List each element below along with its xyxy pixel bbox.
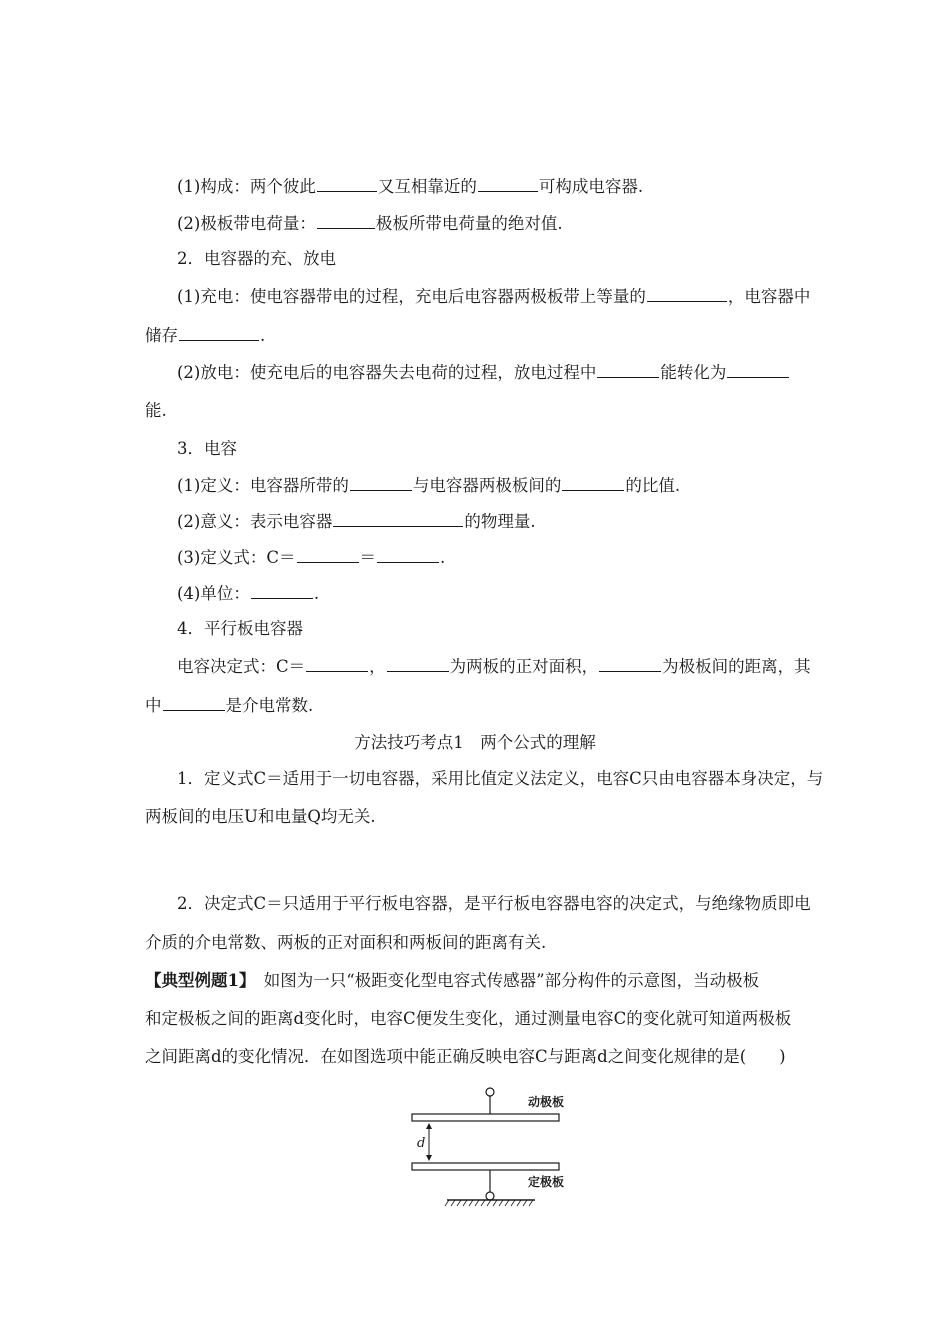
text: 极板所带电荷量的绝对值. bbox=[375, 214, 563, 233]
blank bbox=[306, 655, 368, 672]
text: 又互相靠近的 bbox=[377, 177, 477, 196]
text-line bbox=[177, 285, 810, 308]
text: 的比值. bbox=[625, 476, 681, 495]
fixed-plate bbox=[412, 1163, 559, 1170]
text-line bbox=[177, 655, 811, 678]
text-line: 和定极板之间的距离d变化时，电容C便发生变化，通过测量电容C的变化就可知道两极板 bbox=[145, 1009, 792, 1028]
text-line bbox=[177, 361, 790, 384]
blank bbox=[350, 474, 412, 491]
text: 能转化为 bbox=[660, 363, 727, 382]
text: (2)极板带电荷量： bbox=[177, 214, 316, 233]
text: . bbox=[440, 548, 446, 567]
text: (3)定义式：C＝ bbox=[177, 548, 296, 567]
blank bbox=[377, 546, 439, 563]
blank bbox=[317, 212, 375, 229]
top-terminal-icon bbox=[486, 1088, 494, 1096]
text: (1)定义：电容器所带的 bbox=[177, 476, 349, 495]
blank bbox=[163, 694, 225, 711]
text: 的物理量. bbox=[464, 512, 536, 531]
blank bbox=[317, 175, 377, 192]
moving-plate bbox=[412, 1114, 559, 1121]
blank bbox=[179, 324, 259, 341]
text: (4)单位： bbox=[177, 584, 250, 603]
arrow-down-icon bbox=[426, 1155, 432, 1161]
gap-label: d bbox=[417, 1136, 426, 1151]
text: . bbox=[313, 584, 320, 603]
text-line bbox=[177, 474, 680, 497]
text: 是介电常数. bbox=[225, 696, 314, 715]
text: . bbox=[260, 326, 266, 345]
text-line: 之间距离d的变化情况．在如图选项中能正确反映电容C与距离d之间变化规律的是( ) bbox=[145, 1047, 786, 1066]
blank bbox=[647, 285, 727, 302]
section-heading: 4．平行板电容器 bbox=[177, 619, 303, 638]
text: 为极板间的距离，其 bbox=[662, 657, 811, 676]
example-label: 【典型例题1】 bbox=[145, 971, 248, 990]
text: 为两板的正对面积， bbox=[449, 657, 599, 676]
text: 电容决定式：C＝ bbox=[177, 657, 306, 676]
arrow-up-icon bbox=[426, 1123, 432, 1129]
ground-hatch-icon bbox=[445, 1200, 533, 1206]
section-heading: 3．电容 bbox=[177, 439, 237, 458]
text-line: 介质的介电常数、两板的正对面积和两板间的距离有关. bbox=[145, 933, 547, 952]
blank bbox=[597, 361, 659, 378]
example-line bbox=[145, 970, 759, 992]
text: ＝ bbox=[359, 548, 376, 567]
text: (2)意义：表示电容器 bbox=[177, 512, 333, 531]
text: (1)构成：两个彼此 bbox=[177, 177, 316, 196]
blank bbox=[251, 582, 313, 599]
text: ，电容器中 bbox=[727, 287, 811, 306]
text: (2)放电：使充电后的电容器失去电荷的过程，放电过程中 bbox=[177, 363, 597, 382]
text-line: 能. bbox=[145, 401, 167, 420]
fixed-plate-label: 定极板 bbox=[528, 1175, 565, 1189]
text: 与电容器两极板间的 bbox=[412, 476, 562, 495]
blank bbox=[599, 655, 661, 672]
blank bbox=[297, 546, 359, 563]
method-heading: 方法技巧考点1 两个公式的理解 bbox=[354, 733, 596, 752]
text: (1)充电：使电容器带电的过程，充电后电容器两极板带上等量的 bbox=[177, 287, 646, 306]
section-heading: 2．电容器的充、放电 bbox=[177, 249, 336, 268]
moving-plate-label: 动极板 bbox=[528, 1095, 565, 1109]
text-line bbox=[177, 175, 643, 198]
text: 可构成电容器. bbox=[538, 177, 644, 196]
text-line: 1．定义式C＝适用于一切电容器，采用比值定义法定义，电容C只由电容器本身决定，与 bbox=[177, 769, 824, 788]
text-line bbox=[177, 212, 563, 235]
blank bbox=[727, 361, 789, 378]
text: 储存 bbox=[145, 326, 178, 345]
text-line: 两板间的电压U和电量Q均无关. bbox=[145, 807, 376, 826]
text-line bbox=[177, 582, 319, 605]
blank bbox=[333, 510, 463, 527]
text-line bbox=[177, 510, 536, 533]
blank bbox=[562, 474, 624, 491]
blank bbox=[387, 655, 449, 672]
text-line bbox=[145, 324, 265, 347]
text: 如图为一只“极距变化型电容式传感器”部分构件的示意图，当动极板 bbox=[247, 971, 760, 990]
blank bbox=[478, 175, 538, 192]
capacitor-sensor-figure bbox=[395, 1087, 595, 1212]
text: ， bbox=[369, 657, 386, 676]
bottom-terminal-icon bbox=[486, 1192, 494, 1200]
text-line bbox=[177, 546, 445, 569]
text-line bbox=[145, 694, 313, 717]
text-line: 2．决定式C＝只适用于平行板电容器，是平行板电容器电容的决定式，与绝缘物质即电 bbox=[177, 894, 811, 913]
text: 中 bbox=[145, 696, 162, 715]
